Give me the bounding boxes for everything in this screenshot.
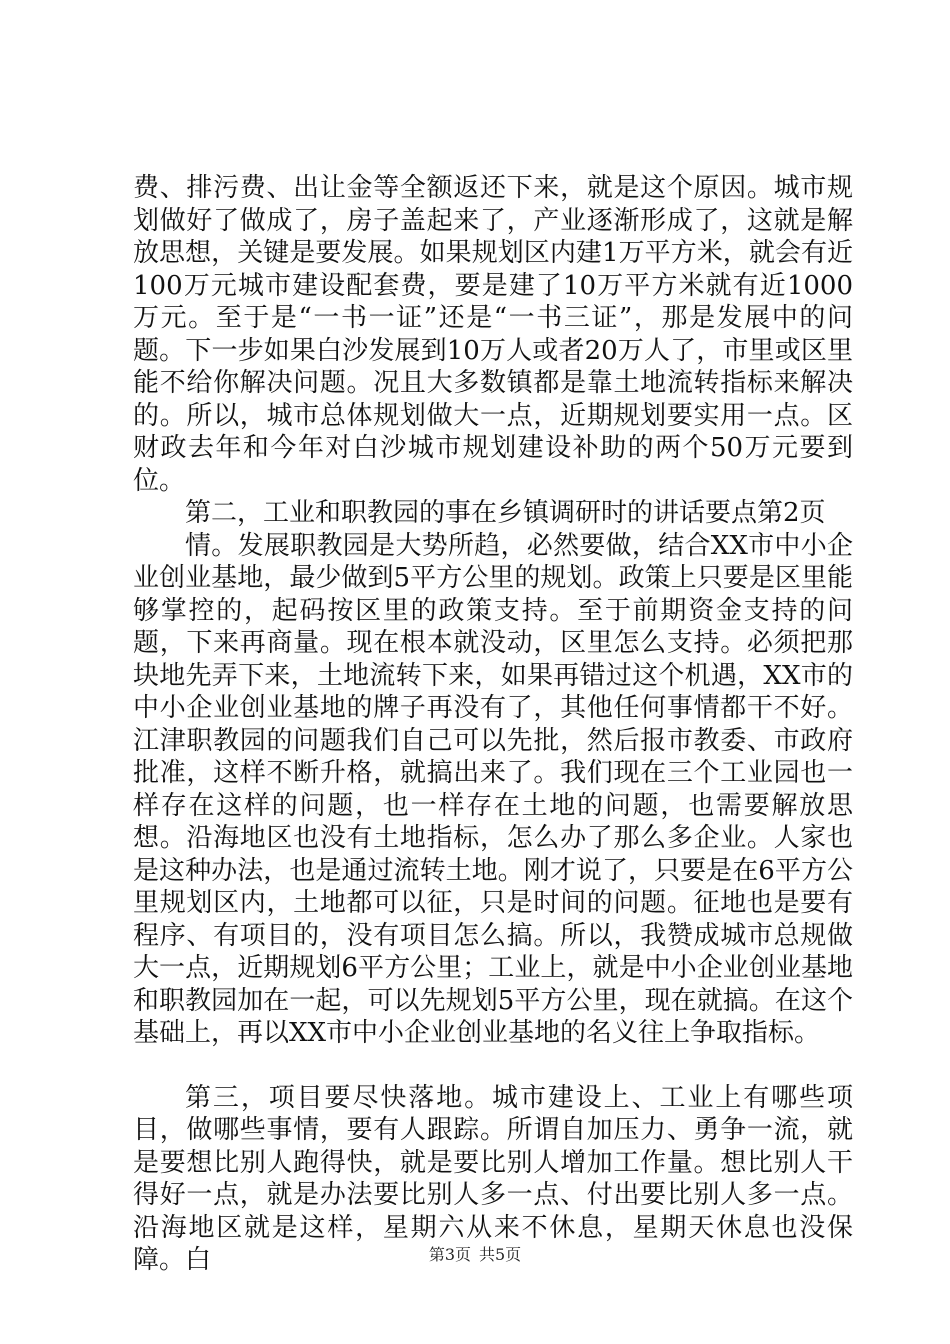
paragraph-vocational-park: 情。发展职教园是大势所趋，必然要做，结合XX市中小企业创业基地，最少做到5平方公里的规划。政策上只要是区里能够掌控的，起码按区里的政策支持。至于前期资金支持的问题，下来再商量。现在根本就没动，区里怎么支持。必须把那块地先弄下来，土地流转下来，如果再错过这个机遇，XX市的中小企业创业基地的牌子再没有了，其他任何事情都干不好。江津职教园的问题我们自己可以先批，然后报市教委、市政府批准，这样不断升格，就搞出来了。我们现在三个工业园也一样存在这样的问题，也一样存在土地的问题，也需要解放思想。沿海地区也没有土地指标，怎么办了那么多企业。人家也是这种办法，也是通过流转土地。刚才说了，只要是在6平方公里规划区内，土地都可以征，只是时间的问题。征地也是要有程序、有项目的，没有项目怎么搞。所以，我赞成城市总规做大一点，近期规划6平方公里；工业上，就是中小企业创业基地和职教园加在一起，可以先规划5平方公里，现在就搞。在这个基础上，再以XX市中小企业创业基地的名义往上争取指标。 — [133, 530, 853, 1048]
document-body — [133, 172, 853, 1277]
paragraph-second-heading: 第二，工业和职教园的事在乡镇调研时的讲话要点第2页 — [185, 498, 826, 528]
page-footer — [0, 1245, 950, 1265]
page-number: 第3页 — [428, 1245, 471, 1264]
paragraph-spacer — [133, 1050, 853, 1082]
paragraph-third-point: 第三，项目要尽快落地。城市建设上、工业上有哪些项目，做哪些事情，要有人跟踪。所谓自加压力、勇争一流，就是要想比别人跑得快，就是要比别人增加工作量。想比别人干得好一点，就是办法要比别人多一点、付出要比别人多一点。沿海地区就是这样，星期六从来不休息，星期天休息也没保障。白 — [133, 1082, 853, 1275]
page-total: 共5页 — [479, 1245, 522, 1264]
paragraph-continuation: 费、排污费、出让金等全额返还下来，就是这个原因。城市规划做好了做成了，房子盖起来了，产业逐渐形成了，这就是解放思想，关键是要发展。如果规划区内建1万平方米，就会有近100万元城市建设配套费，要是建了10万平方米就有近1000万元。至于是“一书一证”还是“一书三证”，那是发展中的问题。下一步如果白沙发展到10万人或者20万人了，市里或区里能不给你解决问题。况且大多数镇都是靠土地流转指标来解决的。所以，城市总体规划做大一点，近期规划要实用一点。区财政去年和今年对白沙城市规划建设补助的两个50万元要到位。 — [133, 173, 853, 496]
